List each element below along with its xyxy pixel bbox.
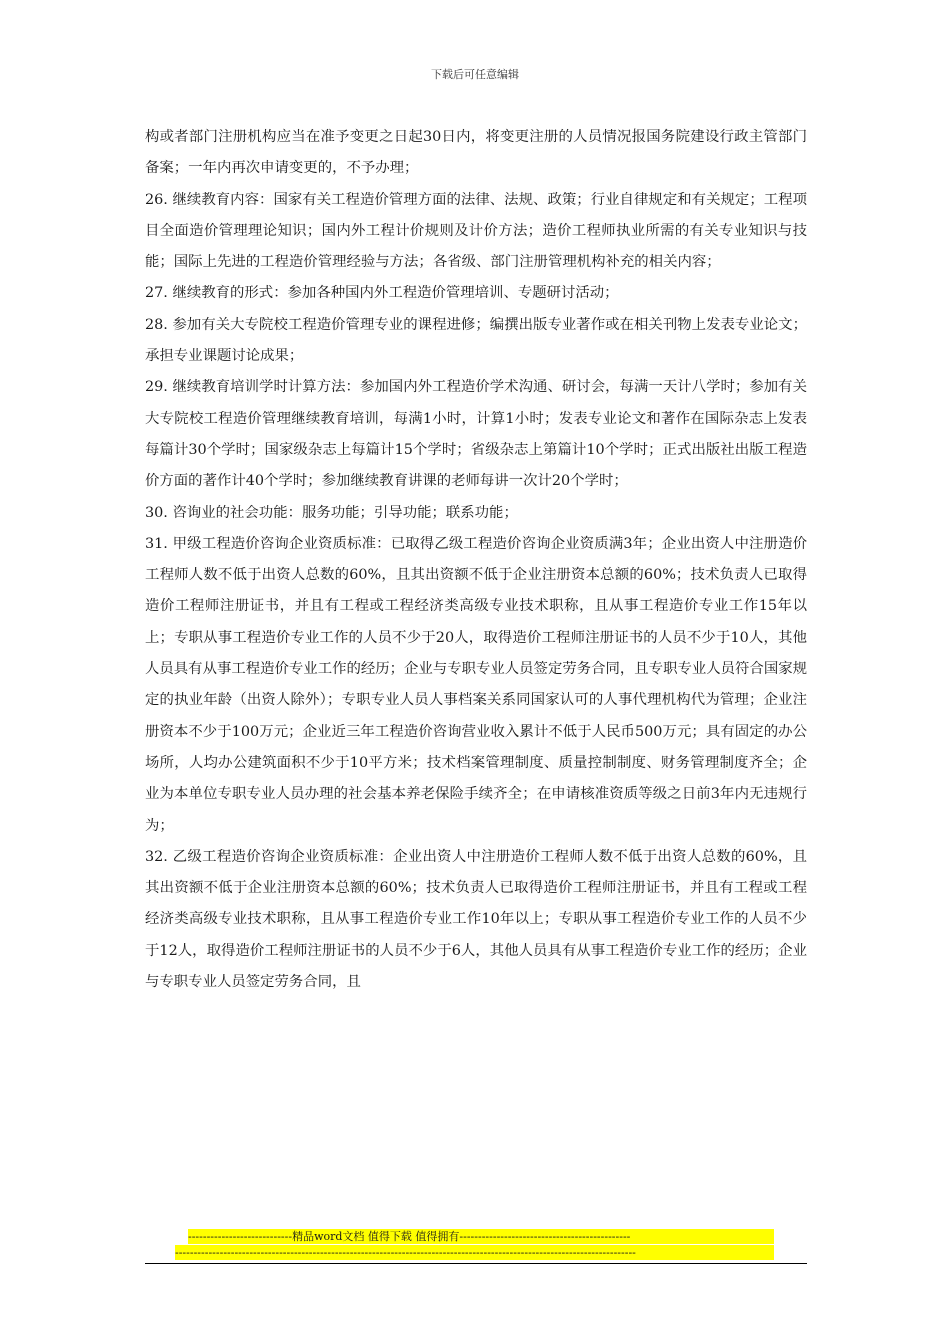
paragraph-30: 30. 咨询业的社会功能：服务功能；引导功能；联系功能； (145, 504, 518, 521)
page-header: 下载后可任意编辑 (431, 68, 519, 81)
paragraph-31: 31. 甲级工程造价咨询企业资质标准：已取得乙级工程造价咨询企业资质满3年；企业出资人中注册造价工程师人数不低于出资人总数的60%，且其出资额不低于企业注册资本总额的60%；技术负责人已取得造价工程师注册证书，并且有工程或工程经济类高级专业技术职称，且从事工程造价专业工作15年以上；专职从事工程造价专业工作的人员不少于20人，取得造价工程师注册证书的人员不少于10人，其他人员具有从事工程造价专业工作的经历；企业与专职专业人员签定劳务合同，且专职专业人员符合国家规定的执业年龄（出资人除外）；专职专业人员人事档案关系同国家认可的人事代理机构代为管理；企业注册资本不少于100万元；企业近三年工程造价咨询营业收入累计不低于人民币500万元；具有固定的办公场所，人均办公建筑面积不少于10平方米；技术档案管理制度、质量控制制度、财务管理制度齐全；企业为本单位专职专业人员办理的社会基本养老保险手续齐全；在申请核准资质等级之日前3年内无违规行为； (145, 535, 807, 834)
paragraph-29: 29. 继续教育培训学时计算方法：参加国内外工程造价学术沟通、研讨会，每满一天计八学时；参加有关大专院校工程造价管理继续教育培训，每满1小时，计算1小时；发表专业论文和著作在国际杂志上发表每篇计30个学时；国家级杂志上每篇计15个学时；省级杂志上第篇计10个学时；正式出版社出版工程造价方面的著作计40个学时；参加继续教育讲课的老师每讲一次计20个学时； (145, 379, 807, 490)
footer-banner-line-1: ----------------------------精品word文档 值得下载 值得拥有---------------------------------------------- (188, 1229, 774, 1244)
footer-divider (145, 1263, 807, 1264)
paragraph-continuation: 构或者部门注册机构应当在准予变更之日起30日内，将变更注册的人员情况报国务院建设行政主管部门备案；一年内再次申请变更的，不予办理； (145, 129, 807, 177)
paragraph-32: 32. 乙级工程造价咨询企业资质标准：企业出资人中注册造价工程师人数不低于出资人总数的60%，且其出资额不低于企业注册资本总额的60%；技术负责人已取得造价工程师注册证书，并且有工程或工程经济类高级专业技术职称，且从事工程造价专业工作10年以上；专职从事工程造价专业工作的人员不少于12人，取得造价工程师注册证书的人员不少于6人，其他人员具有从事工程造价专业工作的经历；企业与专职专业人员签定劳务合同，且 (145, 848, 807, 991)
document-body (145, 122, 807, 998)
footer-banner-line-2: ---------------------------------------------------------------------------------------------------------------------------- (175, 1245, 774, 1260)
paragraph-28: 28. 参加有关大专院校工程造价管理专业的课程进修；编撰出版专业著作或在相关刊物上发表专业论文；承担专业课题讨论成果； (145, 316, 807, 365)
paragraph-27: 27. 继续教育的形式：参加各种国内外工程造价管理培训、专题研讨活动； (145, 285, 619, 302)
paragraph-26: 26. 继续教育内容：国家有关工程造价管理方面的法律、法规、政策；行业自律规定和有关规定；工程项目全面造价管理理论知识；国内外工程计价规则及计价方法；造价工程师执业所需的有关专业知识与技能；国际上先进的工程造价管理经验与方法；各省级、部门注册管理机构补充的相关内容； (145, 191, 807, 271)
